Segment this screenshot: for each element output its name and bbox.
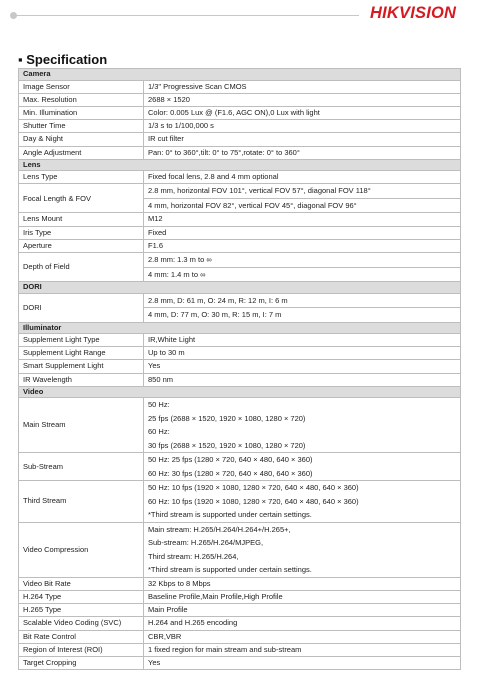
brand-logo: HIKVISION	[370, 4, 457, 22]
spec-row: DORI 2.8 mm, D: 61 m, O: 24 m, R: 12 m, I: 6 m	[19, 293, 461, 308]
spec-row: Max. Resolution 2688 × 1520	[19, 93, 461, 106]
spec-row: H.264 Type Baseline Profile,Main Profile,High Profile	[19, 591, 461, 604]
header-rule	[14, 15, 359, 16]
spec-row: Supplement Light Range Up to 30 m	[19, 347, 461, 360]
title-text: Specification	[26, 52, 108, 67]
spec-row: Sub-Stream 50 Hz: 25 fps (1280 × 720, 640 × 480, 640 × 360) 60 Hz: 30 fps (1280 × 720, 640 × 480, 640 × 360)	[19, 453, 461, 481]
section-lens: Lens	[19, 159, 461, 171]
spec-row: 4 mm, horizontal FOV 82°, vertical FOV 45°, diagonal FOV 96°	[19, 198, 461, 213]
section-video: Video	[19, 386, 461, 398]
spec-row: Angle Adjustment Pan: 0° to 360°,tilt: 0° to 75°,rotate: 0° to 360°	[19, 146, 461, 159]
spec-row: Main Stream 50 Hz: 25 fps (2688 × 1520, 1920 × 1080, 1280 × 720) 60 Hz: 30 fps (2688 × 1520, 1920 × 1080, 1280 × 720)	[19, 398, 461, 453]
spec-row: Smart Supplement Light Yes	[19, 360, 461, 373]
section-illuminator: Illuminator	[19, 322, 461, 334]
spec-row: Supplement Light Type IR,White Light	[19, 334, 461, 347]
spec-row: Third Stream 50 Hz: 10 fps (1920 × 1080, 1280 × 720, 640 × 480, 640 × 360) 60 Hz: 10 fps (1920 × 1080, 1280 × 720, 640 × 480, 640 × 360) *Third stream is supported under certain settings.	[19, 481, 461, 523]
spec-row: Lens Type Fixed focal lens, 2.8 and 4 mm optional	[19, 171, 461, 184]
spec-row: Shutter Time 1/3 s to 1/100,000 s	[19, 120, 461, 133]
spec-row: H.265 Type Main Profile	[19, 604, 461, 617]
spec-row: Depth of Field 2.8 mm: 1.3 m to ∞	[19, 253, 461, 268]
spec-row: Video Compression Main stream: H.265/H.264/H.264+/H.265+, Sub-stream: H.265/H.264/MJPEG, Third stream: H.265/H.264, *Third stream is supported under certain settings.	[19, 522, 461, 577]
spec-row: Min. Illumination Color: 0.005 Lux @ (F1.6, AGC ON),0 Lux with light	[19, 106, 461, 119]
spec-table	[18, 68, 461, 670]
spec-row: Scalable Video Coding (SVC) H.264 and H.265 encoding	[19, 617, 461, 630]
spec-row: 4 mm, D: 77 m, O: 30 m, R: 15 m, I: 7 m	[19, 308, 461, 323]
spec-row: Aperture F1.6	[19, 239, 461, 252]
page-title	[18, 52, 107, 67]
spec-row: Region of Interest (ROI) 1 fixed region for main stream and sub-stream	[19, 643, 461, 656]
spec-row: Iris Type Fixed	[19, 226, 461, 239]
spec-row: Target Cropping Yes	[19, 657, 461, 670]
spec-row: 4 mm: 1.4 m to ∞	[19, 267, 461, 282]
spec-row: Video Bit Rate 32 Kbps to 8 Mbps	[19, 577, 461, 590]
title-bullet: ▪	[18, 52, 27, 67]
spec-row: Focal Length & FOV 2.8 mm, horizontal FOV 101°, vertical FOV 57°, diagonal FOV 118°	[19, 184, 461, 199]
section-camera: Camera	[19, 69, 461, 81]
spec-row: Day & Night IR cut filter	[19, 133, 461, 146]
spec-row: IR Wavelength 850 nm	[19, 373, 461, 386]
section-dori: DORI	[19, 282, 461, 294]
spec-row: Image Sensor 1/3" Progressive Scan CMOS	[19, 80, 461, 93]
spec-row: Lens Mount M12	[19, 213, 461, 226]
spec-row: Bit Rate Control CBR,VBR	[19, 630, 461, 643]
